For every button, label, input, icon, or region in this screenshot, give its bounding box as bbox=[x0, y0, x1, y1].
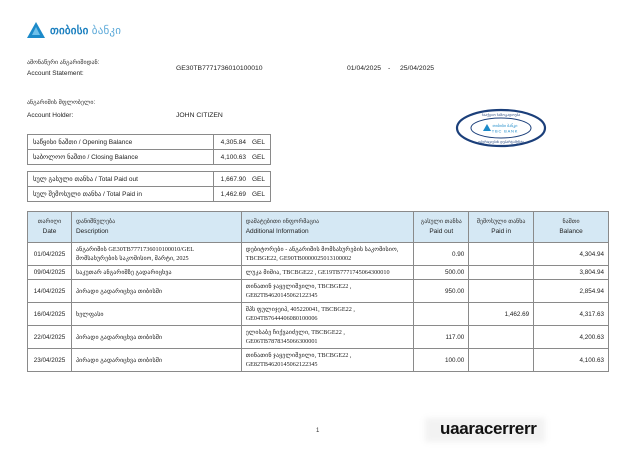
row-info: ელისაბე ჩიქვაიძელი, TBCBGE22 , GE06TB7878345066300001 bbox=[241, 326, 414, 349]
row-paid-in bbox=[469, 326, 534, 349]
opening-balance-amount: 4,305.84 bbox=[220, 138, 246, 146]
row-date: 22/04/2025 bbox=[28, 326, 72, 349]
transactions-table bbox=[27, 211, 609, 372]
closing-balance-row bbox=[28, 150, 271, 165]
svg-text:სააქციო საზოგადოება: სააქციო საზოგადოება bbox=[481, 113, 521, 117]
holder-label-geo: ანგარიშის მფლობელი: bbox=[27, 100, 96, 106]
period-from: 01/04/2025 bbox=[347, 65, 382, 72]
col-additional-info bbox=[241, 212, 414, 243]
currency: GEL bbox=[251, 138, 265, 146]
col-description-en: Description bbox=[75, 228, 109, 235]
row-info: დებიტორები - ანგარიშის მომსახურების საკომისიო, TBCBGE22, GE90TB0000025013100002 bbox=[241, 243, 414, 266]
row-balance: 3,804.94 bbox=[534, 266, 609, 280]
period-separator: - bbox=[388, 65, 391, 72]
row-paid-out: 500.00 bbox=[414, 266, 469, 280]
col-date-en: Date bbox=[42, 228, 57, 235]
col-date bbox=[28, 212, 72, 243]
table-header bbox=[28, 212, 609, 243]
col-description-geo: დანიშნულება bbox=[75, 219, 116, 225]
row-description: ანგარიშის GE30TB7771736010100010/GEL მომსახურების საკომისიო, მარტი, 2025 bbox=[71, 243, 241, 266]
holder-label: Account Holder: bbox=[27, 112, 74, 119]
stamp-seal-icon bbox=[455, 108, 547, 148]
row-info: ლუკა მიმია, TBCBGE22 , GE19TB7771745064300010 bbox=[241, 266, 414, 280]
col-paid-out-en: Paid out bbox=[429, 228, 454, 235]
bank-name bbox=[50, 24, 121, 37]
total-paid-out-amount: 1,667.90 bbox=[220, 175, 246, 183]
row-balance: 2,854.94 bbox=[534, 280, 609, 303]
total-paid-out-label: სულ გასული თანხა / Total Paid out bbox=[28, 172, 214, 187]
row-paid-in bbox=[469, 243, 534, 266]
currency: GEL bbox=[251, 190, 265, 198]
col-paid-out bbox=[414, 212, 469, 243]
row-date: 16/04/2025 bbox=[28, 303, 72, 326]
row-paid-out: 117.00 bbox=[414, 326, 469, 349]
svg-text:ოპერაციების დეპარტამენტი: ოპერაციების დეპარტამენტი bbox=[478, 140, 524, 144]
bank-name-light: ბანკი bbox=[91, 24, 122, 37]
svg-text:თიბისი ბანკი: თიბისი ბანკი bbox=[492, 123, 518, 128]
row-paid-in: 1,462.69 bbox=[469, 303, 534, 326]
tbc-triangle-icon bbox=[27, 22, 45, 38]
page-number: 1 bbox=[316, 428, 320, 434]
col-paid-in-geo: შემოსული თანხა bbox=[476, 219, 526, 225]
bank-stamp bbox=[455, 108, 547, 148]
row-balance: 4,100.63 bbox=[534, 349, 609, 372]
table-row bbox=[28, 243, 609, 266]
bank-name-bold: თიბისი bbox=[50, 24, 89, 37]
row-info: შპს ფულიჯეიპ, 405220041, TBCBGE22 , GE04TB7644406080100006 bbox=[241, 303, 414, 326]
col-description bbox=[71, 212, 241, 243]
row-paid-in bbox=[469, 349, 534, 372]
col-info-geo: დამატებითი ინფორმაცია bbox=[245, 219, 320, 225]
row-info: თინათინ ჯაყელიშვილი, TBCBGE22 , GE82TB4620145062122345 bbox=[241, 280, 414, 303]
col-paid-in bbox=[469, 212, 534, 243]
total-paid-out-row bbox=[28, 172, 271, 187]
row-date: 14/04/2025 bbox=[28, 280, 72, 303]
table-row bbox=[28, 280, 609, 303]
col-date-geo: თარიღი bbox=[37, 219, 62, 225]
col-info-en: Additional Information bbox=[245, 228, 309, 235]
row-paid-in bbox=[469, 280, 534, 303]
row-balance: 4,317.63 bbox=[534, 303, 609, 326]
row-date: 01/04/2025 bbox=[28, 243, 72, 266]
row-paid-out bbox=[414, 303, 469, 326]
period-to: 25/04/2025 bbox=[400, 65, 435, 72]
col-paid-in-en: Paid in bbox=[491, 228, 512, 235]
row-date: 23/04/2025 bbox=[28, 349, 72, 372]
total-paid-in-amount: 1,462.69 bbox=[220, 190, 246, 198]
bank-logo bbox=[27, 22, 121, 38]
total-paid-in-row bbox=[28, 187, 271, 202]
row-balance: 4,200.63 bbox=[534, 326, 609, 349]
row-paid-in bbox=[469, 266, 534, 280]
statement-label-geo: ამონაწერი ანგარიშიდან: bbox=[27, 60, 100, 66]
row-paid-out: 100.00 bbox=[414, 349, 469, 372]
watermark-text: uaaracerrerr bbox=[440, 419, 537, 438]
row-paid-out: 950.00 bbox=[414, 280, 469, 303]
opening-balance-label: საწყისი ნაშთი / Opening Balance bbox=[28, 135, 214, 150]
total-paid-in-label: სულ შემოსული თანხა / Total Paid in bbox=[28, 187, 214, 202]
col-paid-out-geo: გასული თანხა bbox=[420, 219, 462, 225]
table-row bbox=[28, 349, 609, 372]
closing-balance-label: საბოლოო ნაშთი / Closing Balance bbox=[28, 150, 214, 165]
table-row bbox=[28, 266, 609, 280]
row-description: პირადი გადარიცხვა თიბისში bbox=[71, 349, 241, 372]
col-balance-geo: ნაშთი bbox=[562, 219, 580, 225]
svg-text:TBC BANK: TBC BANK bbox=[491, 128, 519, 134]
currency: GEL bbox=[251, 153, 265, 161]
col-balance-en: Balance bbox=[559, 228, 583, 235]
row-balance: 4,304.94 bbox=[534, 243, 609, 266]
opening-balance-row bbox=[28, 135, 271, 150]
row-info: თინათინ ჯაყელიშვილი, TBCBGE22 , GE82TB4620145062122345 bbox=[241, 349, 414, 372]
row-description: პირადი გადარიცხვა თიბისში bbox=[71, 280, 241, 303]
col-balance bbox=[534, 212, 609, 243]
table-row bbox=[28, 303, 609, 326]
currency: GEL bbox=[251, 175, 265, 183]
table-row bbox=[28, 326, 609, 349]
row-description: ხელფასი bbox=[71, 303, 241, 326]
statement-label: Account Statement: bbox=[27, 70, 84, 77]
totals-summary bbox=[27, 171, 271, 202]
row-description: პირადი გადარიცხვა თიბისში bbox=[71, 326, 241, 349]
closing-balance-amount: 4,100.63 bbox=[220, 153, 246, 161]
row-paid-out: 0.90 bbox=[414, 243, 469, 266]
row-description: საკუთარ ანგარიშზე გადარიცხვა bbox=[71, 266, 241, 280]
row-date: 09/04/2025 bbox=[28, 266, 72, 280]
account-number: GE30TB7771736010100010 bbox=[176, 65, 263, 72]
holder-name: JOHN CITIZEN bbox=[176, 112, 223, 119]
balance-summary bbox=[27, 134, 271, 165]
